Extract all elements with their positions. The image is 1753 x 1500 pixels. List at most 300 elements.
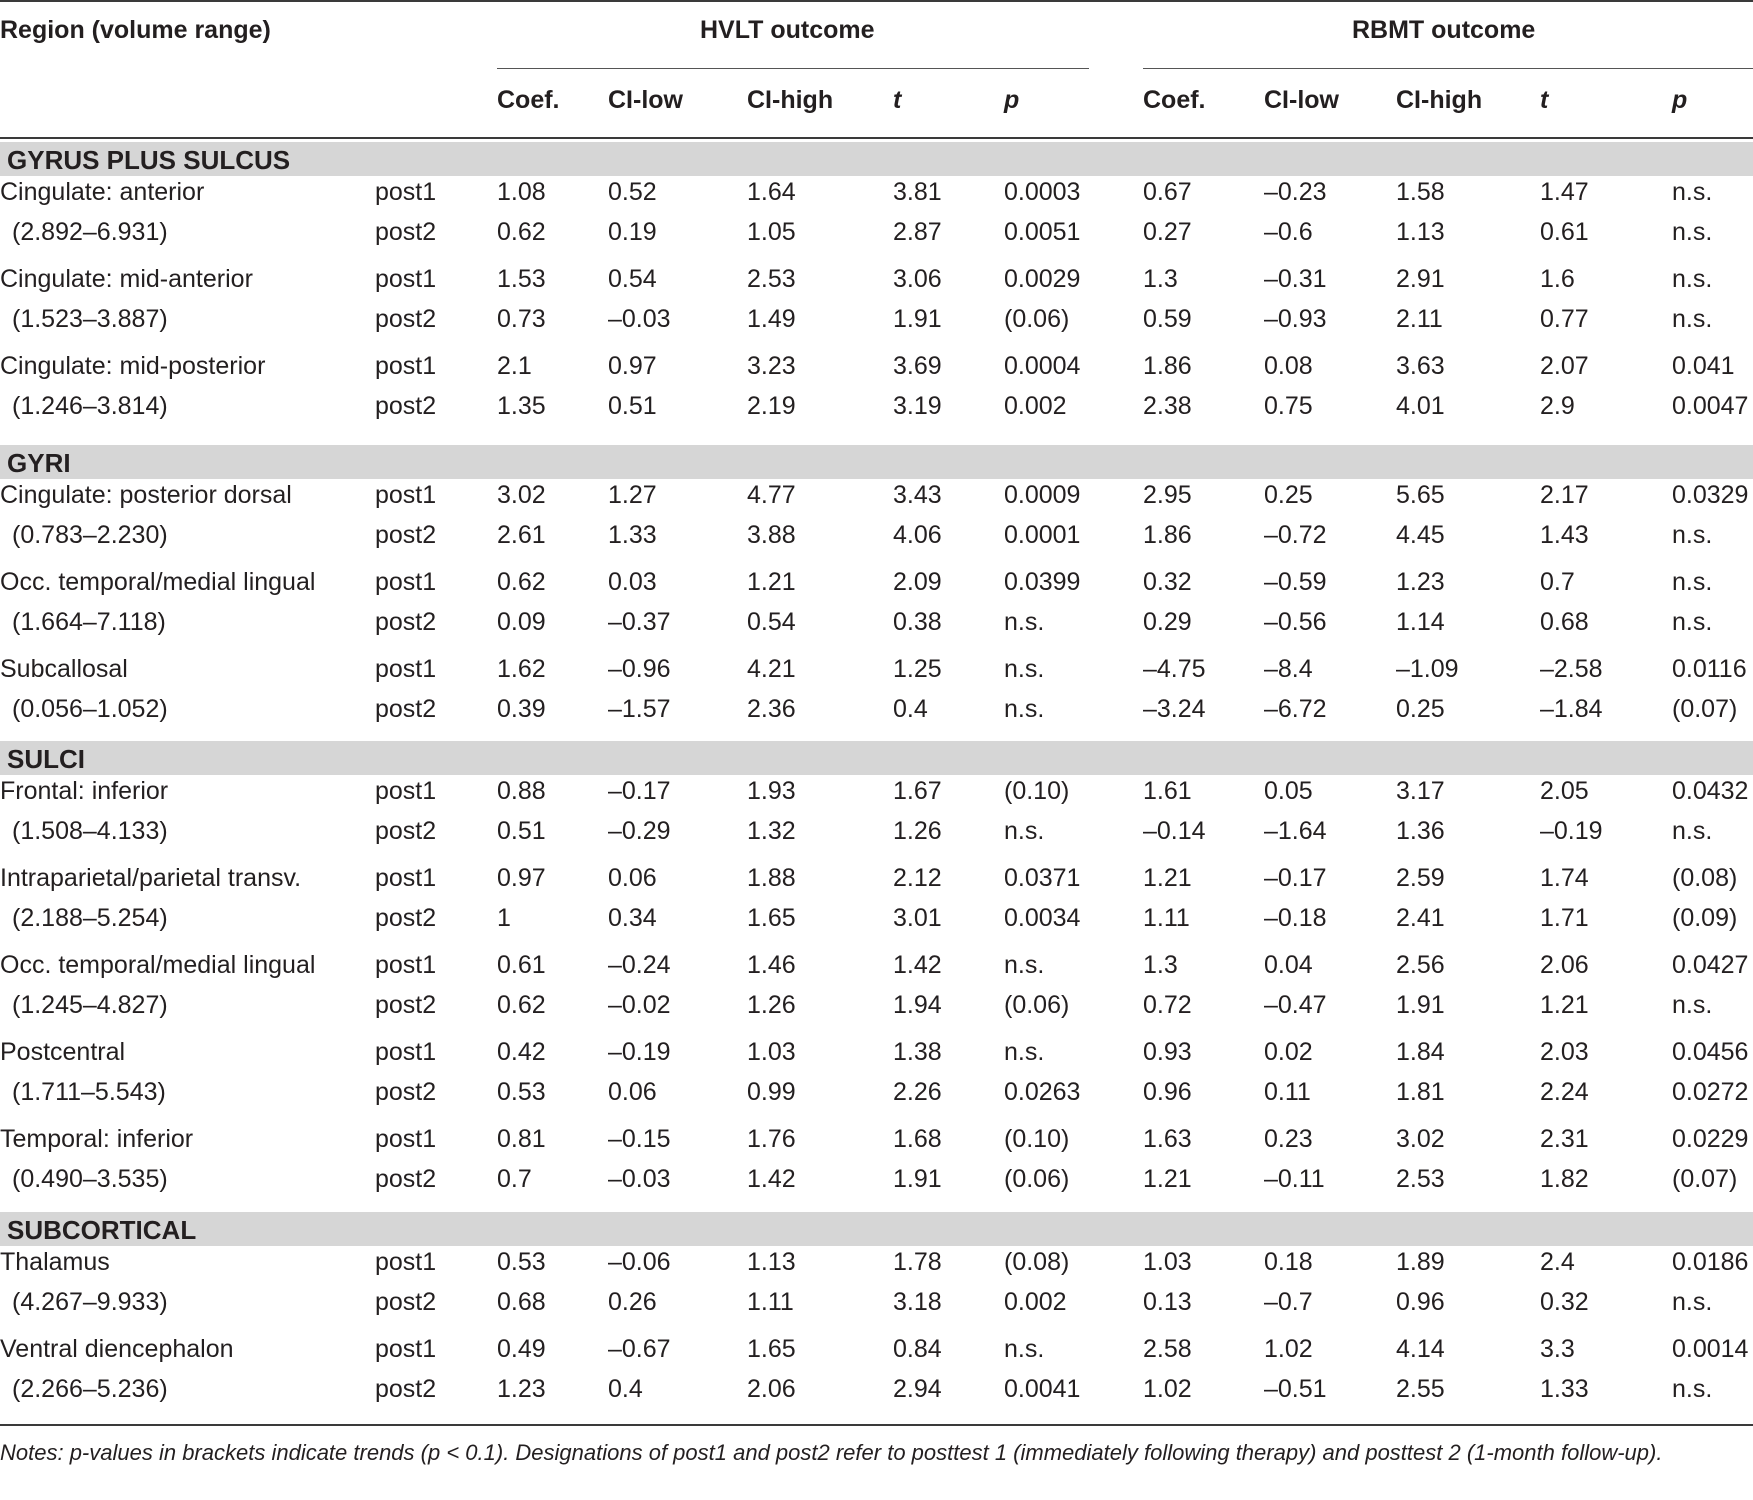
table-cell: 0.0004 [1004,352,1081,380]
table-cell: 0.62 [497,568,546,596]
bottom-rule [0,1424,1753,1426]
hvlt-group-header: HVLT outcome [700,16,875,44]
table-cell: –0.03 [608,1165,671,1193]
table-cell: 1.26 [747,991,796,1019]
table-cell: (0.08) [1672,864,1738,892]
table-cell: –0.06 [608,1248,671,1276]
table-cell: 1.58 [1396,178,1445,206]
table-cell: 0.96 [1143,1078,1192,1106]
table-cell: –0.14 [1143,817,1206,845]
section-title: GYRI [7,448,71,478]
hvlt-group-underline [497,68,1089,69]
region-volume-range: (0.490–3.535) [12,1165,168,1193]
timepoint-label: post1 [375,265,437,293]
table-cell: 2.56 [1396,951,1445,979]
section-band [0,1212,1753,1246]
section-band [0,142,1753,176]
timepoint-label: post1 [375,777,437,805]
table-cell: (0.10) [1004,777,1070,805]
table-cell: –0.15 [608,1125,671,1153]
table-cell: –0.67 [608,1335,671,1363]
region-name: Occ. temporal/medial lingual [0,568,316,596]
timepoint-label: post2 [375,1288,437,1316]
table-cell: 1.32 [747,817,796,845]
table-cell: 5.65 [1396,481,1445,509]
table-cell: 1.08 [497,178,546,206]
table-cell: 1.21 [1540,991,1589,1019]
table-cell: n.s. [1004,655,1045,683]
timepoint-label: post2 [375,991,437,1019]
table-cell: –0.24 [608,951,671,979]
table-cell: 1.21 [1143,864,1192,892]
table-cell: 1.67 [893,777,942,805]
column-header-hvlt-t: t [893,86,902,114]
table-cell: 0.0029 [1004,265,1081,293]
table-cell: 1.03 [1143,1248,1192,1276]
table-cell: –0.19 [608,1038,671,1066]
table-cell: 2.4 [1540,1248,1575,1276]
table-cell: 0.96 [1396,1288,1445,1316]
table-cell: –0.19 [1540,817,1603,845]
table-cell: 1.42 [747,1165,796,1193]
region-name: Cingulate: mid-anterior [0,265,253,293]
column-header-rbmt-coef: Coef. [1143,86,1206,114]
table-cell: 0.08 [1264,352,1313,380]
column-header-hvlt-cilow: CI-low [608,86,683,114]
table-cell: n.s. [1004,1038,1045,1066]
table-cell: 0.0003 [1004,178,1081,206]
table-cell: 0.0456 [1672,1038,1749,1066]
table-cell: 0.041 [1672,352,1735,380]
table-cell: 1.35 [497,392,546,420]
table-cell: 1.21 [1143,1165,1192,1193]
table-cell: 1.23 [1396,568,1445,596]
table-cell: n.s. [1672,1375,1713,1403]
region-volume-range: (1.523–3.887) [12,305,168,333]
table-cell: 0.29 [1143,608,1192,636]
table-cell: 1.89 [1396,1248,1445,1276]
timepoint-label: post1 [375,864,437,892]
table-cell: n.s. [1672,178,1713,206]
table-cell: 0.002 [1004,392,1067,420]
table-cell: 2.26 [893,1078,942,1106]
table-cell: 0.0432 [1672,777,1749,805]
table-cell: 1.13 [1396,218,1445,246]
region-volume-range: (1.664–7.118) [12,608,166,636]
table-cell: 2.31 [1540,1125,1589,1153]
region-volume-range: (2.266–5.236) [12,1375,168,1403]
table-cell: 0.54 [608,265,657,293]
table-cell: 1.86 [1143,521,1192,549]
timepoint-label: post2 [375,1078,437,1106]
table-cell: (0.09) [1672,904,1738,932]
table-cell: 1.05 [747,218,796,246]
region-name: Intraparietal/parietal transv. [0,864,302,892]
table-cell: 1.65 [747,1335,796,1363]
table-cell: –0.11 [1264,1165,1325,1193]
table-cell: 0.0051 [1004,218,1081,246]
table-cell: 2.53 [747,265,796,293]
table-cell: 2.55 [1396,1375,1445,1403]
table-cell: n.s. [1672,991,1713,1019]
table-cell: n.s. [1672,265,1713,293]
timepoint-label: post2 [375,392,437,420]
column-header-rbmt-t: t [1540,86,1549,114]
column-header-rbmt-p: p [1672,86,1688,114]
table-cell: 3.69 [893,352,942,380]
table-cell: 2.94 [893,1375,942,1403]
table-cell: 1.11 [747,1288,794,1316]
table-cell: 1.27 [608,481,657,509]
table-cell: –0.29 [608,817,671,845]
table-cell: 1.91 [893,1165,942,1193]
table-cell: 1.93 [747,777,796,805]
table-cell: 1.13 [747,1248,796,1276]
section-band [0,741,1753,775]
rbmt-group-underline [1143,68,1753,69]
table-cell: 2.61 [497,521,546,549]
table-cell: n.s. [1004,695,1045,723]
table-notes: Notes: p-values in brackets indicate trends (p < 0.1). Designations of post1 and post2 refer to posttest 1 (immediately following therapy) and posttest 2 (1-month follow-up). [0,1440,1663,1465]
table-cell: 1.91 [893,305,942,333]
table-cell: 1.38 [893,1038,942,1066]
timepoint-label: post1 [375,951,437,979]
table-cell: 0.73 [497,305,546,333]
table-cell: 2.59 [1396,864,1445,892]
column-header-rbmt-cihigh: CI-high [1396,86,1483,114]
timepoint-label: post2 [375,1165,437,1193]
table-cell: 0.0041 [1004,1375,1081,1403]
table-cell: 0.38 [893,608,942,636]
table-cell: 0.11 [1264,1078,1311,1106]
table-cell: 0.72 [1143,991,1192,1019]
table-cell: 0.0047 [1672,392,1749,420]
table-cell: 0.61 [1540,218,1589,246]
table-cell: 2.95 [1143,481,1192,509]
table-cell: 1.33 [608,521,657,549]
table-cell: 2.41 [1396,904,1445,932]
table-cell: 0.51 [608,392,657,420]
region-name: Thalamus [0,1248,110,1276]
table-cell: n.s. [1004,608,1045,636]
table-cell: 1.53 [497,265,546,293]
top-rule [0,0,1753,2]
table-cell: 0.68 [497,1288,546,1316]
table-cell: 2.38 [1143,392,1192,420]
table-cell: 1 [497,904,511,932]
table-cell: –6.72 [1264,695,1327,723]
table-cell: 0.0427 [1672,951,1749,979]
table-cell: –0.23 [1264,178,1327,206]
region-volume-range: (0.783–2.230) [12,521,168,549]
table-cell: 0.0229 [1672,1125,1749,1153]
table-cell: 0.18 [1264,1248,1313,1276]
table-cell: 2.17 [1540,481,1589,509]
table-cell: 1.61 [1143,777,1192,805]
table-cell: –0.47 [1264,991,1327,1019]
timepoint-label: post2 [375,305,437,333]
table-cell: 3.88 [747,521,796,549]
table-cell: n.s. [1672,218,1713,246]
table-cell: 1.26 [893,817,942,845]
region-name: Frontal: inferior [0,777,169,805]
table-cell: 2.07 [1540,352,1589,380]
table-cell: –1.64 [1264,817,1327,845]
table-cell: 0.49 [497,1335,546,1363]
timepoint-label: post1 [375,655,437,683]
table-cell: 0.93 [1143,1038,1192,1066]
table-cell: 2.12 [893,864,942,892]
table-cell: 0.19 [608,218,657,246]
table-cell: –0.31 [1264,265,1327,293]
table-cell: –0.6 [1264,218,1313,246]
table-cell: 2.03 [1540,1038,1589,1066]
table-cell: 1.02 [1264,1335,1313,1363]
table-cell: 0.02 [1264,1038,1313,1066]
table-cell: (0.10) [1004,1125,1070,1153]
table-cell: –0.56 [1264,608,1327,636]
table-cell: 1.3 [1143,951,1178,979]
table-cell: 2.1 [497,352,532,380]
table-cell: 4.14 [1396,1335,1445,1363]
region-name: Ventral diencephalon [0,1335,234,1363]
table-cell: 0.0329 [1672,481,1749,509]
timepoint-label: post1 [375,352,437,380]
table-cell: 0.06 [608,864,657,892]
timepoint-label: post1 [375,481,437,509]
table-cell: 4.06 [893,521,942,549]
header-bottom-rule [0,137,1753,139]
table-cell: 1.88 [747,864,796,892]
table-cell: n.s. [1672,521,1713,549]
table-cell: 0.05 [1264,777,1313,805]
region-volume-range: (4.267–9.933) [12,1288,168,1316]
table-cell: 1.36 [1396,817,1445,845]
table-cell: 0.23 [1264,1125,1313,1153]
table-cell: 1.33 [1540,1375,1589,1403]
table-cell: 3.63 [1396,352,1445,380]
table-cell: n.s. [1004,817,1045,845]
table-cell: 1.65 [747,904,796,932]
table-cell: –0.93 [1264,305,1327,333]
table-cell: 0.67 [1143,178,1192,206]
table-cell: 0.25 [1264,481,1313,509]
timepoint-label: post1 [375,568,437,596]
table-cell: (0.06) [1004,305,1070,333]
table-cell: –0.18 [1264,904,1327,932]
table-cell: 0.0014 [1672,1335,1749,1363]
table-cell: 1.84 [1396,1038,1445,1066]
table-cell: 1.78 [893,1248,942,1276]
table-cell: 0.53 [497,1248,546,1276]
table-cell: 0.0399 [1004,568,1081,596]
table-cell: –3.24 [1143,695,1206,723]
table-cell: 1.71 [1540,904,1589,932]
table-cell: 1.49 [747,305,796,333]
table-cell: –0.03 [608,305,671,333]
table-cell: 2.11 [1396,305,1443,333]
column-header-hvlt-p: p [1004,86,1020,114]
table-cell: 0.04 [1264,951,1313,979]
timepoint-label: post2 [375,904,437,932]
table-cell: 1.94 [893,991,942,1019]
table-cell: –1.57 [608,695,671,723]
table-cell: 1.46 [747,951,796,979]
table-cell: 0.52 [608,178,657,206]
table-cell: n.s. [1672,608,1713,636]
table-cell: –0.51 [1264,1375,1327,1403]
table-cell: 0.97 [497,864,546,892]
table-cell: 1.6 [1540,265,1575,293]
timepoint-label: post2 [375,695,437,723]
table-cell: 0.88 [497,777,546,805]
table-cell: n.s. [1672,305,1713,333]
table-cell: 3.17 [1396,777,1445,805]
table-cell: (0.06) [1004,991,1070,1019]
table-cell: 1.68 [893,1125,942,1153]
table-cell: 0.51 [497,817,546,845]
region-volume-range: (2.188–5.254) [12,904,168,932]
region-volume-range: (1.246–3.814) [12,392,168,420]
table-cell: (0.07) [1672,1165,1738,1193]
table-cell: 2.09 [893,568,942,596]
table-cell: 3.01 [893,904,942,932]
table-cell: 1.64 [747,178,796,206]
table-cell: 1.14 [1396,608,1445,636]
table-cell: 1.74 [1540,864,1589,892]
table-cell: 1.91 [1396,991,1445,1019]
timepoint-label: post1 [375,1335,437,1363]
table-cell: (0.06) [1004,1165,1070,1193]
table-cell: 3.06 [893,265,942,293]
table-cell: 1.43 [1540,521,1589,549]
region-volume-range: (1.711–5.543) [12,1078,166,1106]
table-cell: 0.62 [497,218,546,246]
table-cell: 2.91 [1396,265,1445,293]
table-cell: 2.9 [1540,392,1575,420]
table-cell: 0.61 [497,951,546,979]
table-cell: 0.0034 [1004,904,1081,932]
region-volume-range: (1.245–4.827) [12,991,168,1019]
table-cell: –8.4 [1264,655,1313,683]
table-cell: 0.0009 [1004,481,1081,509]
timepoint-label: post2 [375,608,437,636]
table-cell: 0.53 [497,1078,546,1106]
table-cell: n.s. [1004,1335,1045,1363]
table-cell: 1.81 [1396,1078,1445,1106]
table-cell: 1.42 [893,951,942,979]
timepoint-label: post2 [375,521,437,549]
table-cell: 2.87 [893,218,942,246]
table-cell: 1.62 [497,655,546,683]
column-header-rbmt-cilow: CI-low [1264,86,1339,114]
timepoint-label: post2 [375,218,437,246]
table-cell: 3.81 [893,178,942,206]
region-name: Subcallosal [0,655,128,683]
table-cell: 0.27 [1143,218,1192,246]
table-cell: n.s. [1672,568,1713,596]
table-cell: 1.47 [1540,178,1589,206]
table-cell: 0.7 [497,1165,532,1193]
timepoint-label: post1 [375,1038,437,1066]
table-cell: 1.11 [1143,904,1190,932]
table-cell: 2.53 [1396,1165,1445,1193]
table-cell: n.s. [1004,951,1045,979]
table-cell: 3.43 [893,481,942,509]
table-cell: 3.18 [893,1288,942,1316]
table-cell: 0.54 [747,608,796,636]
table-cell: –0.59 [1264,568,1327,596]
table-cell: 2.05 [1540,777,1589,805]
table-cell: 1.3 [1143,265,1178,293]
table-cell: 3.02 [1396,1125,1445,1153]
table-cell: –4.75 [1143,655,1206,683]
table-cell: n.s. [1672,817,1713,845]
table-cell: –1.09 [1396,655,1459,683]
table-cell: 0.25 [1396,695,1445,723]
region-name: Cingulate: posterior dorsal [0,481,292,509]
table-cell: 1.21 [747,568,796,596]
table-cell: 3.23 [747,352,796,380]
table-cell: –0.72 [1264,521,1327,549]
table-cell: –0.96 [608,655,671,683]
table-cell: 1.82 [1540,1165,1589,1193]
timepoint-label: post1 [375,178,437,206]
column-header-hvlt-coef: Coef. [497,86,560,114]
timepoint-label: post1 [375,1248,437,1276]
table-cell: –0.7 [1264,1288,1313,1316]
table-cell: 2.24 [1540,1078,1589,1106]
table-cell: 0.42 [497,1038,546,1066]
timepoint-label: post1 [375,1125,437,1153]
table-cell: –0.02 [608,991,671,1019]
table-cell: 0.0371 [1004,864,1081,892]
table-cell: 0.0001 [1004,521,1081,549]
table-cell: 0.32 [1540,1288,1589,1316]
region-column-header: Region (volume range) [0,16,271,44]
table-cell: 3.3 [1540,1335,1575,1363]
table-cell: 0.39 [497,695,546,723]
table-cell: 1.76 [747,1125,796,1153]
table-cell: 0.75 [1264,392,1313,420]
table-cell: 0.77 [1540,305,1589,333]
table-cell: 0.4 [893,695,928,723]
table-cell: (0.08) [1004,1248,1070,1276]
table-cell: 4.01 [1396,392,1445,420]
table-cell: 2.06 [1540,951,1589,979]
table-cell: 0.84 [893,1335,942,1363]
table-cell: (0.07) [1672,695,1738,723]
table-cell: 0.81 [497,1125,546,1153]
table-cell: 3.19 [893,392,942,420]
table-cell: –0.17 [608,777,671,805]
table-cell: 2.58 [1143,1335,1192,1363]
table-cell: 0.0186 [1672,1248,1749,1276]
table-cell: 0.7 [1540,568,1575,596]
table-cell: 0.002 [1004,1288,1067,1316]
table-cell: 0.99 [747,1078,796,1106]
table-cell: 0.34 [608,904,657,932]
table-cell: 0.26 [608,1288,657,1316]
table-cell: –0.37 [608,608,671,636]
table-cell: 1.03 [747,1038,796,1066]
timepoint-label: post2 [375,817,437,845]
table-cell: 1.86 [1143,352,1192,380]
table-cell: n.s. [1672,1288,1713,1316]
table-cell: 0.09 [497,608,546,636]
table-cell: –1.84 [1540,695,1603,723]
table-cell: 1.63 [1143,1125,1192,1153]
